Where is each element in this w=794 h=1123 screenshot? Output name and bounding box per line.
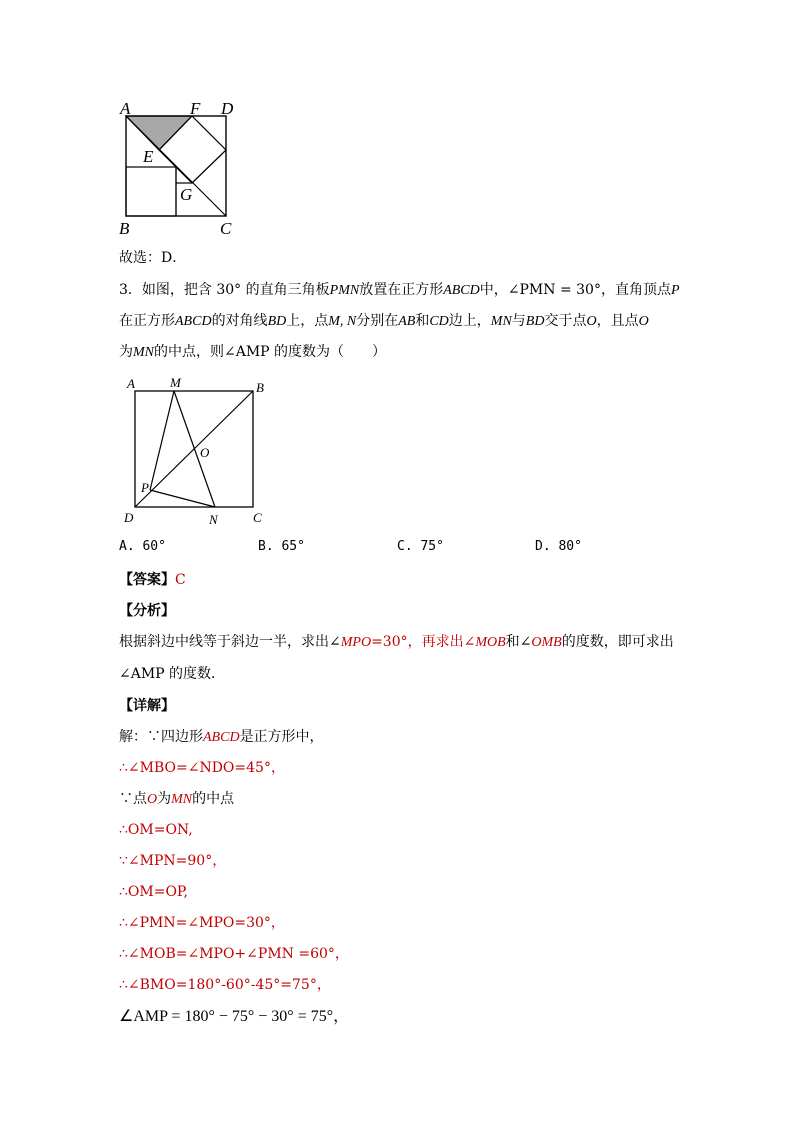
analysis-line-1: 根据斜边中线等于斜边一半，求出∠MPO=30°，再求出∠MOB和∠OMB的度数，即可求出	[119, 634, 674, 650]
step-8: ∴∠MOB=∠MPO+∠PMN =60°，	[119, 946, 349, 962]
fig2-label-c: C	[253, 510, 262, 525]
question-line-1: 3．如图，把含 30° 的直角三角板PMN放置在正方形ABCD中，∠PMN = 30°，直角顶点P	[119, 282, 680, 298]
fig1-label-a: A	[120, 99, 131, 118]
fig2-label-b: B	[256, 380, 264, 395]
option-c: C. 75°	[397, 539, 444, 554]
fig1-label-c: C	[220, 219, 232, 238]
shaded-triangle	[126, 116, 192, 150]
detail-label: 【详解】	[119, 698, 175, 714]
step-10: ∠AMP = 180° − 75° − 30° = 75°，	[119, 1008, 350, 1025]
step-1: 解：∵四边形ABCD是正方形中，	[119, 729, 324, 745]
fig2-label-p: P	[141, 480, 149, 495]
fig1-label-g: G	[180, 185, 193, 204]
fig1-label-b: B	[119, 219, 130, 238]
fig1-label-d: D	[221, 99, 234, 118]
step-7: ∴∠PMN=∠MPO=30°，	[119, 915, 285, 931]
question-line-2: 在正方形ABCD的对角线BD上，点M, N分别在AB和CD边上，MN与BD交于点O，且点O	[119, 313, 649, 329]
fig2-label-o: O	[200, 445, 210, 460]
analysis-line-2: ∠AMP 的度数．	[119, 666, 226, 682]
step-2: ∴∠MBO=∠NDO=45°，	[119, 760, 285, 776]
answer-label: 【答案】	[119, 572, 175, 588]
fig2-label-m: M	[170, 375, 181, 390]
question-line-3: 为MN的中点，则∠AMP 的度数为（ ）	[119, 344, 387, 360]
step-9: ∴∠BMO=180°-60°-45°=75°，	[119, 977, 331, 993]
fig2-label-d: D	[124, 510, 134, 525]
analysis-label: 【分析】	[119, 603, 175, 619]
step-3: ∵点O为MN的中点	[119, 791, 235, 807]
answer-value: C	[175, 572, 186, 588]
option-a: A. 60°	[119, 539, 166, 554]
option-d: D. 80°	[535, 539, 582, 554]
fig1-label-f: F	[190, 99, 201, 118]
option-b: B. 65°	[258, 539, 305, 554]
fig2-label-a: A	[127, 376, 135, 391]
step-5: ∵∠MPN=90°，	[119, 853, 227, 869]
fig2-label-n: N	[209, 512, 218, 527]
prev-answer: 故选：D．	[119, 250, 187, 266]
step-4: ∴OM=ON,	[119, 822, 193, 838]
step-6: ∴OM=OP,	[119, 884, 188, 900]
answer-line	[119, 570, 186, 590]
fig1-label-e: E	[143, 147, 154, 166]
